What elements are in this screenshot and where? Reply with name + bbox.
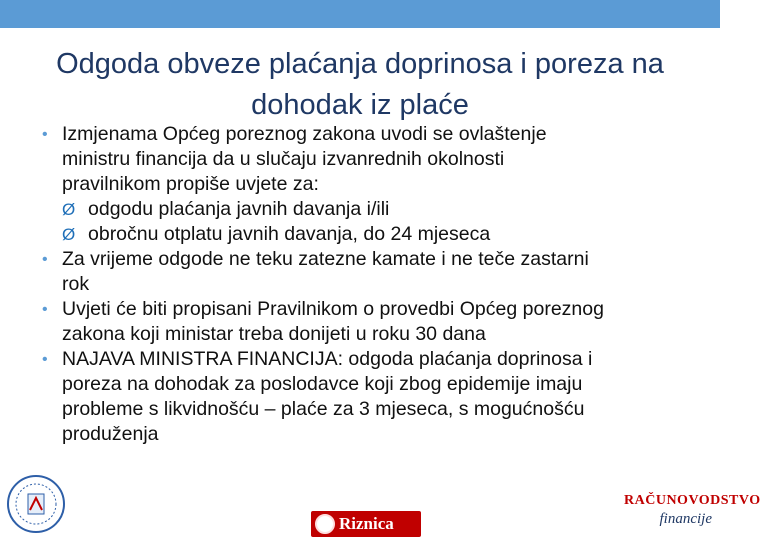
- bullet-icon: •: [42, 351, 48, 368]
- riznica-logo-text: Riznica: [339, 514, 394, 533]
- bullet-line: Izmjenama Općeg poreznog zakona uvodi se ovlaštenje: [62, 123, 547, 145]
- bullet-item: [22, 347, 702, 447]
- sub-bullet-item: [22, 197, 702, 222]
- riznica-logo: [311, 511, 421, 537]
- arrow-bullet-icon: Ø: [62, 200, 76, 219]
- bullet-line: rok: [62, 273, 90, 295]
- bullet-line: NAJAVA MINISTRA FINANCIJA: odgoda plaćanja doprinosa i: [62, 348, 593, 370]
- riznica-emblem-icon: [315, 514, 335, 534]
- bullet-item: [22, 122, 702, 197]
- bullet-line: zakona koji ministar treba donijeti u roku 30 dana: [62, 323, 486, 345]
- bullet-icon: •: [42, 301, 48, 318]
- slide-content: [22, 122, 702, 447]
- header-band: [0, 0, 720, 28]
- bullet-line: produženja: [62, 423, 159, 445]
- bullet-line: poreza na dohodak za poslodavce koji zbog epidemije imaju: [62, 373, 583, 395]
- bullet-line: Za vrijeme odgode ne teku zatezne kamate i ne teče zastarni: [62, 248, 589, 270]
- racunovodstvo-logo-subtitle: financije: [659, 511, 712, 527]
- bullet-icon: •: [42, 126, 48, 143]
- sub-bullet-text: obročnu otplatu javnih davanja, do 24 mjeseca: [88, 223, 491, 245]
- bullet-line: pravilnikom propiše uvjete za:: [62, 173, 319, 195]
- racunovodstvo-logo-title: RAČUNOVODSTVO: [624, 493, 761, 508]
- arrow-bullet-icon: Ø: [62, 225, 76, 244]
- association-seal-logo: [6, 474, 66, 534]
- slide-title: Odgoda obveze plaćanja doprinosa i poreza na dohodak iz plaće: [56, 48, 664, 121]
- bullet-icon: •: [42, 251, 48, 268]
- bullet-line: ministru financija da u slučaju izvanrednih okolnosti: [62, 148, 505, 170]
- racunovodstvo-logo: [624, 492, 761, 538]
- bullet-item: [22, 297, 702, 347]
- bullet-item: [22, 247, 702, 297]
- sub-bullet-text: odgodu plaćanja javnih davanja i/ili: [88, 198, 390, 220]
- bullet-line: probleme s likvidnošću – plaće za 3 mjeseca, s mogućnošću: [62, 398, 585, 420]
- sub-bullet-item: [22, 222, 702, 247]
- bullet-line: Uvjeti će biti propisani Pravilnikom o provedbi Općeg poreznog: [62, 298, 604, 320]
